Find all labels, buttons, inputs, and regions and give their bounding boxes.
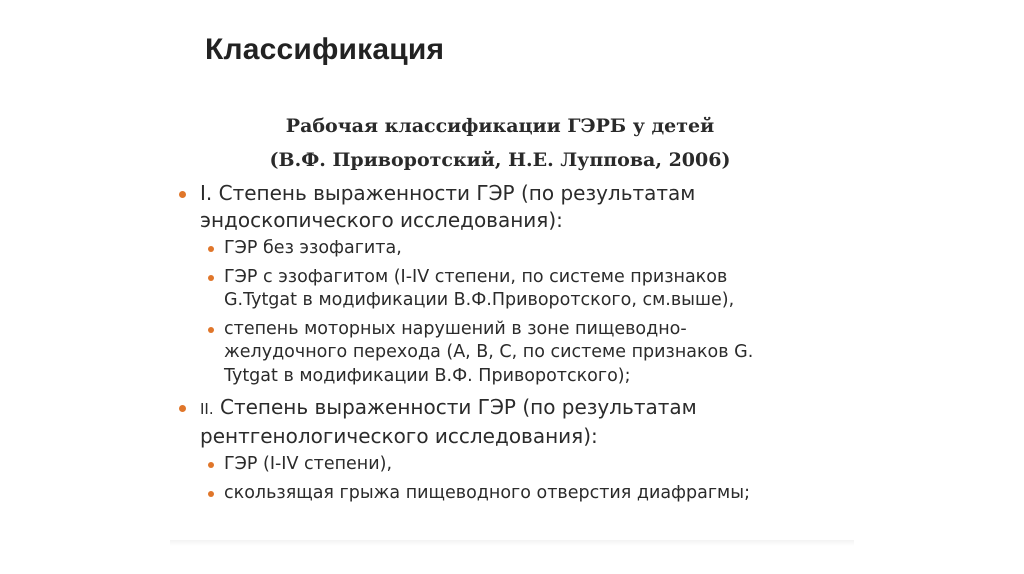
item-line: G.Tytgat в модификации В.Ф.Приворотского, см.выше),	[224, 290, 735, 310]
section-item	[178, 394, 858, 450]
classification-list	[178, 180, 858, 511]
section-item	[178, 180, 858, 234]
bullet-icon	[208, 327, 214, 333]
section-text: Степень выраженности ГЭР (по результатам	[219, 395, 697, 419]
bullet-icon	[179, 191, 186, 198]
section-numeral: I.	[200, 181, 213, 205]
item-line: ГЭР с эзофагитом (I-IV степени, по системе признаков	[224, 266, 728, 287]
item-line: желудочного перехода (А, В, С, по системе признаков G.	[224, 342, 754, 362]
item-line: скользящая грыжа пищеводного отверстия диафрагмы;	[224, 482, 750, 503]
bullet-icon	[208, 246, 214, 252]
item-line: ГЭР (I-IV степени),	[224, 454, 393, 474]
sublist	[178, 453, 858, 505]
section-line	[200, 394, 858, 423]
list-item	[178, 453, 858, 477]
section-line: рентгенологического исследования):	[200, 424, 598, 448]
list-item	[178, 237, 858, 261]
list-item	[178, 266, 858, 313]
bullet-icon	[179, 405, 186, 412]
divider	[170, 540, 854, 546]
item-line: Tytgat в модификации В.Ф. Приворотского);	[224, 365, 631, 386]
section-numeral: II.	[200, 400, 214, 418]
bullet-icon	[208, 491, 214, 497]
page-title: Классификация	[205, 33, 445, 66]
subtitle-line-1: Рабочая классификации ГЭРБ у детей	[285, 115, 715, 137]
list-item	[178, 482, 858, 506]
bullet-icon	[208, 275, 214, 281]
item-line: ГЭР без эзофагита,	[224, 238, 402, 258]
section-text: Степень выраженности ГЭР (по результатам	[218, 181, 696, 205]
item-line: степень моторных нарушений в зоне пищеводно-	[224, 318, 687, 339]
subtitle-line-2: (В.Ф. Приворотский, Н.Е. Луппова, 2006)	[269, 149, 731, 171]
section-line	[200, 180, 858, 207]
section-line: эндоскопического исследования):	[200, 208, 563, 232]
list-item	[178, 318, 858, 389]
bullet-icon	[208, 462, 214, 468]
sublist	[178, 237, 858, 388]
